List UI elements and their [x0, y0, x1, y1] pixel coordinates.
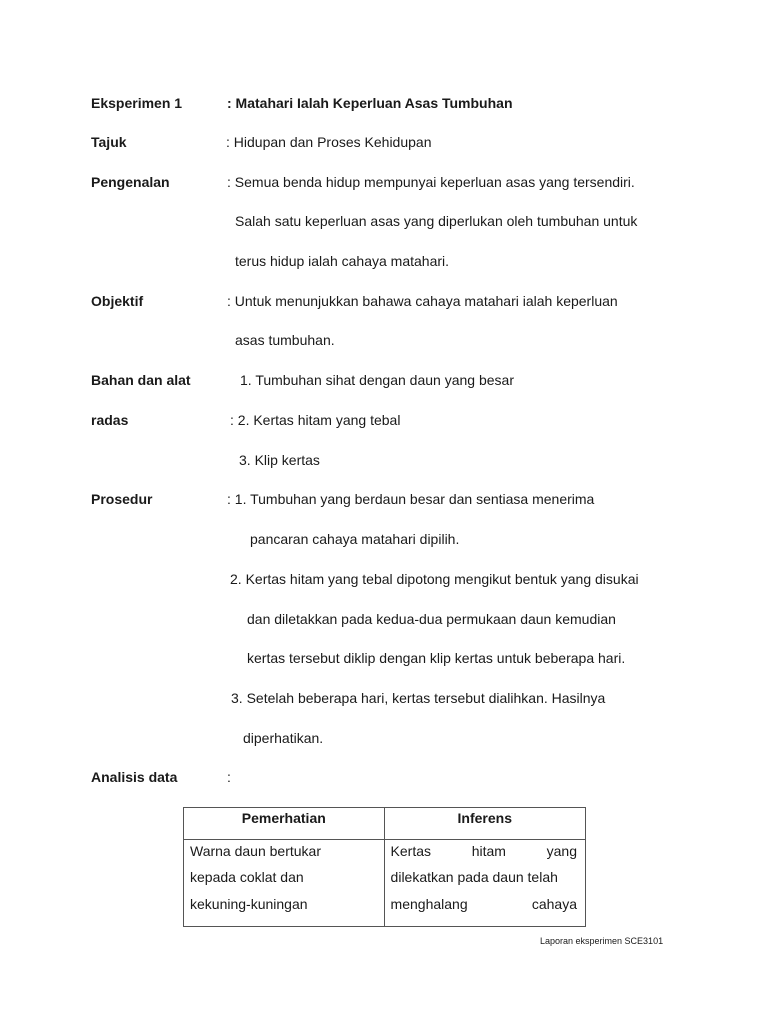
bahan-item-2: : 2. Kertas hitam yang tebal: [230, 412, 401, 428]
cell-inferens-line-1: [391, 842, 577, 860]
cell-inferens-line-2: dilekatkan pada daun telah: [390, 869, 558, 885]
prosedur-line-6: 3. Setelah beberapa hari, kertas tersebut dialihkan. Hasilnya: [231, 690, 606, 706]
cell-inferens-line-3: [391, 895, 577, 913]
pengenalan-label: Pengenalan: [91, 174, 170, 190]
header-inferens: Inferens: [384, 808, 585, 840]
observation-table: [183, 807, 586, 927]
analisis-label: Analisis data: [91, 769, 178, 785]
cell-inferens: [384, 840, 585, 927]
inferens-word: yang: [546, 843, 577, 859]
prosedur-label: Prosedur: [91, 491, 153, 507]
header-pemerhatian: Pemerhatian: [184, 808, 385, 840]
experiment-title: : Matahari Ialah Keperluan Asas Tumbuhan: [227, 95, 513, 111]
bahan-item-3: 3. Klip kertas: [239, 452, 320, 468]
prosedur-line-4: dan diletakkan pada kedua-dua permukaan daun kemudian: [247, 611, 616, 627]
inferens-word: Kertas: [390, 843, 432, 859]
objektif-label: Objektif: [91, 293, 144, 309]
objektif-line-2: asas tumbuhan.: [235, 332, 335, 348]
prosedur-line-3: 2. Kertas hitam yang tebal dipotong mengikut bentuk yang disukai: [230, 571, 639, 587]
cell-pemerhatian-line-1: Warna daun bertukar: [190, 843, 321, 859]
experiment-label: Eksperimen 1: [91, 95, 183, 111]
inferens-word: hitam: [471, 843, 506, 859]
cell-pemerhatian-line-3: kekuning-kuningan: [190, 896, 308, 912]
cell-pemerhatian-line-2: kepada coklat dan: [190, 869, 304, 885]
inferens-word: menghalang: [390, 896, 468, 912]
tajuk-label: Tajuk: [91, 134, 127, 150]
table-row: [184, 840, 586, 927]
bahan-item-1: 1. Tumbuhan sihat dengan daun yang besar: [240, 372, 514, 388]
inferens-word: cahaya: [531, 896, 577, 912]
pengenalan-line-2: Salah satu keperluan asas yang diperlukan oleh tumbuhan untuk: [235, 213, 638, 229]
bahan-label-line-1: Bahan dan alat: [91, 372, 191, 388]
prosedur-line-5: kertas tersebut diklip dengan klip kertas untuk beberapa hari.: [247, 650, 626, 666]
cell-pemerhatian: [184, 840, 385, 927]
tajuk-value: : Hidupan dan Proses Kehidupan: [226, 134, 432, 150]
table-header-row: [184, 808, 586, 840]
objektif-line-1: : Untuk menunjukkan bahawa cahaya matahari ialah keperluan: [227, 293, 618, 309]
analisis-colon: :: [227, 769, 231, 785]
pengenalan-line-1: : Semua benda hidup mempunyai keperluan asas yang tersendiri.: [227, 174, 635, 190]
prosedur-line-2: pancaran cahaya matahari dipilih.: [250, 531, 460, 547]
prosedur-line-7: diperhatikan.: [243, 730, 324, 746]
pengenalan-line-3: terus hidup ialah cahaya matahari.: [235, 253, 450, 269]
page-footer: Laporan eksperimen SCE3101: [540, 936, 664, 946]
prosedur-line-1: : 1. Tumbuhan yang berdaun besar dan sentiasa menerima: [227, 491, 595, 507]
bahan-label-line-2: radas: [91, 412, 129, 428]
